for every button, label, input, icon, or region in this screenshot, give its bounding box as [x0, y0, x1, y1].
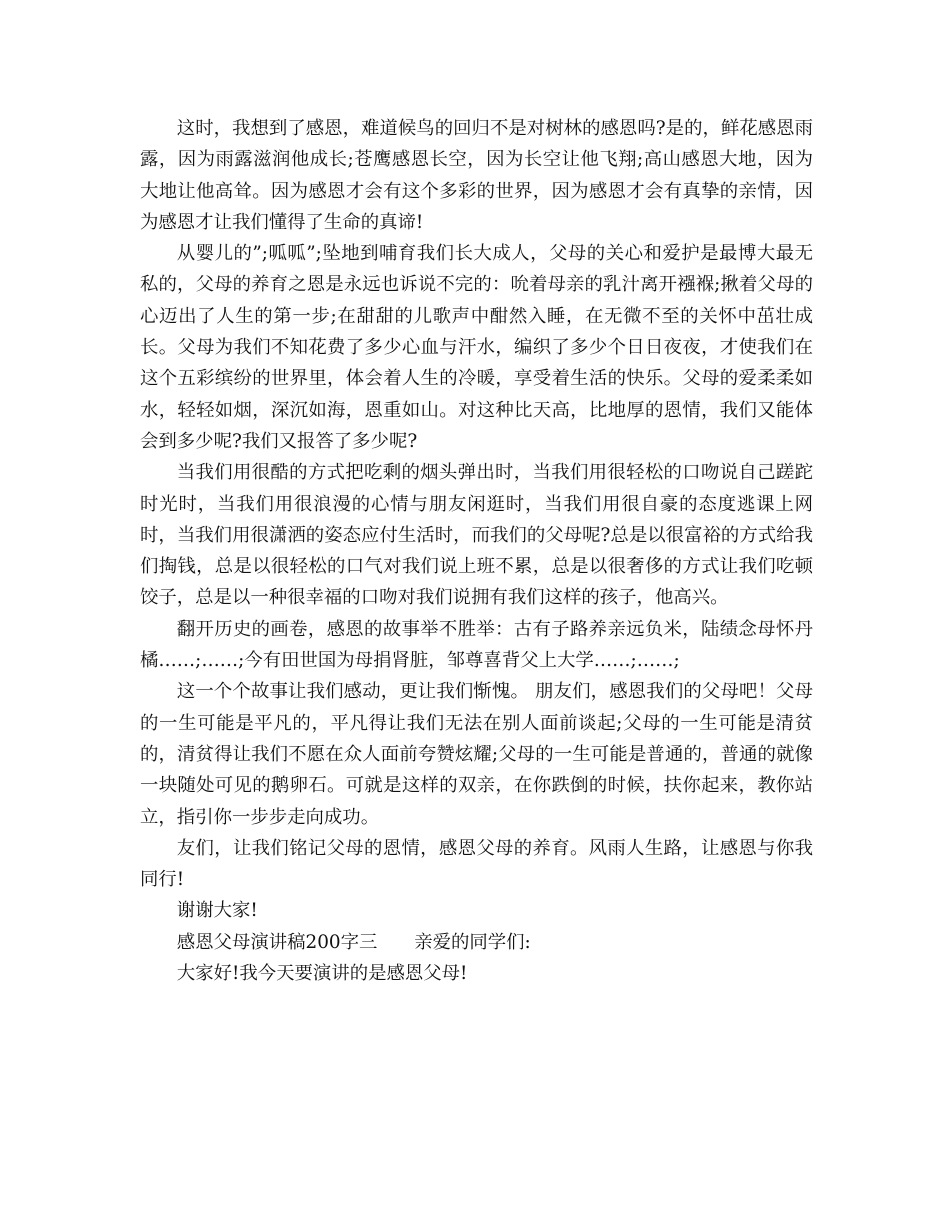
document-body: [140, 113, 813, 989]
next-speech-greeting: 大家好!我今天要演讲的是感恩父母!: [176, 963, 468, 985]
paragraph-5: 这一个个故事让我们感动，更让我们惭愧。 朋友们，感恩我们的父母吧！父母的一生可能是平凡的，平凡得让我们无法在别人面前谈起;父母的一生可能是清贫的，清贫得让我们不愿在众人面前夸赞炫耀;父母的一生可能是普通的，普通的就像一块随处可见的鹅卵石。可就是这样的双亲，在你跌倒的时候，扶你起来，教你站立，指引你一步步走向成功。: [140, 681, 813, 828]
paragraph-3: 当我们用很酷的方式把吃剩的烟头弹出时，当我们用很轻松的口吻说自己蹉跎时光时，当我们用很浪漫的心情与朋友闲逛时，当我们用很自豪的态度逃课上网时，当我们用很潇洒的姿态应付生活时，而我们的父母呢?总是以很富裕的方式给我们掏钱，总是以很轻松的口气对我们说上班不累，总是以很奢侈的方式让我们吃顿饺子，总是以一种很幸福的口吻对我们说拥有我们这样的孩子，他高兴。: [140, 462, 813, 609]
next-speech-title: 感恩父母演讲稿200字三 亲爱的同学们:: [176, 931, 531, 953]
paragraph-6: 友们，让我们铭记父母的恩情，感恩父母的养育。风雨人生路，让感恩与你我同行!: [140, 837, 813, 891]
paragraph-4: 翻开历史的画卷，感恩的故事举不胜举：古有子路养亲远负米，陆绩念母怀丹橘……;……;今有田世国为母捐肾脏，邹尊喜背父上大学……;……;: [140, 618, 813, 672]
paragraph-2: 从婴儿的”;呱呱”;坠地到哺育我们长大成人，父母的关心和爱护是最博大最无私的，父母的养育之恩是永远也诉说不完的：吮着母亲的乳汁离开襁褓;揪着父母的心迈出了人生的第一步;在甜甜的儿歌声中酣然入睡，在无微不至的关怀中茁壮成长。父母为我们不知花费了多少心血与汗水，编织了多少个日日夜夜，才使我们在这个五彩缤纷的世界里，体会着人生的冷暖，享受着生活的快乐。父母的爱柔柔如水，轻轻如烟，深沉如海，恩重如山。对这种比天高，比地厚的恩情，我们又能体会到多少呢?我们又报答了多少呢?: [140, 243, 813, 452]
paragraph-1: 这时，我想到了感恩，难道候鸟的回归不是对树林的感恩吗?是的，鲜花感恩雨露，因为雨露滋润他成长;苍鹰感恩长空，因为长空让他飞翔;高山感恩大地，因为大地让他高耸。因为感恩才会有这个多彩的世界，因为感恩才会有真挚的亲情，因为感恩才让我们懂得了生命的真谛!: [140, 118, 813, 233]
closing-line: 谢谢大家!: [176, 900, 258, 922]
